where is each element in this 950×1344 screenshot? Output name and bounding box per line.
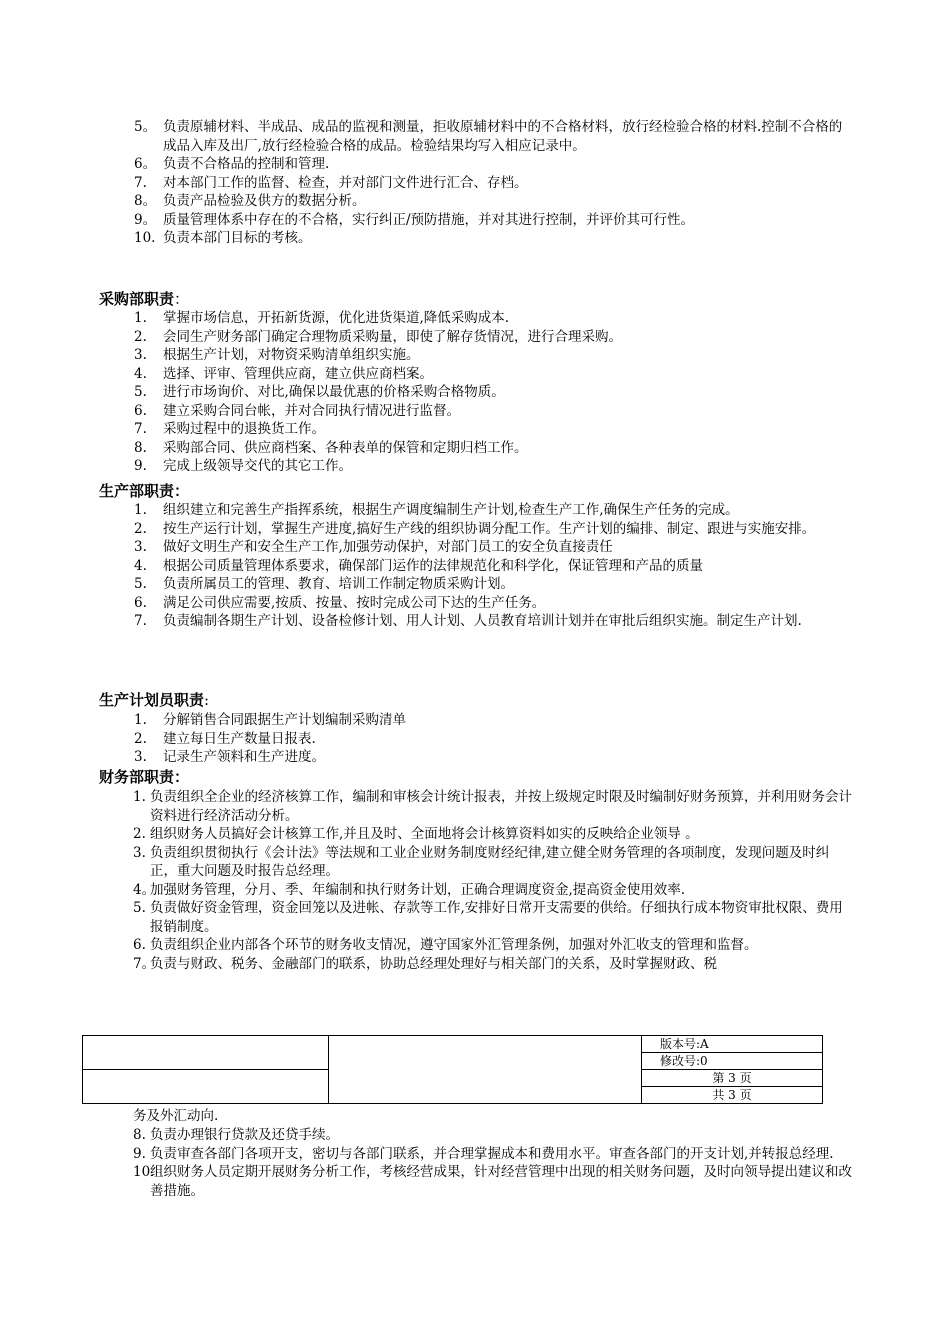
list-item-text: 掌握市场信息，开拓新货源，优化进货渠道,降低采购成本.: [163, 310, 510, 326]
list-item-text: 按生产运行计划，掌握生产进度,搞好生产线的组织协调分配工作。生产计划的编排、制定、跟进与实施安排。: [163, 520, 816, 537]
list-item-text: 负责与财政、税务、金融部门的联系，协助总经理处理好与相关部门的关系，及时掌握财政、税: [150, 955, 717, 972]
list-item: [0, 328, 853, 347]
list-item-number: 9。: [134, 211, 157, 228]
list-item-text: 采购过程中的退换货工作。: [163, 421, 325, 437]
list-item: [0, 229, 853, 248]
list-item-text: 负责产品检验及供方的数据分析。: [163, 193, 366, 209]
list-item-text: 组织财务人员搞好会计核算工作,并且及时、全面地将会计核算资料如实的反映给企业领导 。: [150, 826, 699, 842]
list-item-text: 采购部合同、供应商档案、各种表单的保管和定期归档工作。: [163, 439, 528, 456]
list-item: [0, 365, 853, 384]
finance-duties-list-continued: [0, 1126, 950, 1200]
list-item-number: 5。: [134, 119, 157, 135]
list-item-number: 2.: [133, 826, 146, 842]
list-item: [0, 612, 853, 631]
finance-heading: 财务部职责：: [99, 768, 190, 786]
list-item: [0, 402, 853, 421]
list-item: [0, 1145, 854, 1164]
list-item-number: 3.: [134, 539, 147, 555]
list-item: [0, 439, 853, 458]
list-item-number: 7.: [134, 174, 147, 191]
list-item-text: 负责原辅材料、半成品、成品的监视和测量，拒收原辅材料中的不合格材料，放行经检验合格的材料.控制不合格的成品入库及出厂,放行经检验合格的成品。检验结果均写入相应记录中。: [163, 119, 843, 154]
list-item-number: 9.: [133, 1145, 146, 1162]
footer-middle-cell: [329, 1036, 642, 1104]
list-item-number: 10.: [133, 1164, 155, 1180]
list-item: [0, 538, 853, 557]
list-item: [0, 955, 854, 974]
list-item-text: 做好文明生产和安全生产工作,加强劳动保护，对部门员工的安全负直接责任: [163, 539, 613, 555]
list-item: [0, 174, 853, 193]
list-item-text: 组织建立和完善生产指挥系统，根据生产调度编制生产计划,检查生产工作,确保生产任务的完成。: [163, 502, 739, 518]
list-item: [0, 594, 853, 613]
list-item-number: 2.: [134, 520, 147, 537]
footer-page-total: 共 3 页: [642, 1087, 823, 1104]
list-item: [0, 711, 853, 730]
list-item-number: 1.: [134, 502, 147, 518]
list-item-text: 负责审查各部门各项开支，密切与各部门联系，并合理掌握成本和费用水平。审查各部门的开支计划,并转报总经理.: [150, 1145, 834, 1162]
list-item: [0, 501, 853, 520]
list-item-text: 质量管理体系中存在的不合格，实行纠正/预防措施，并对其进行控制，并评价其可行性。: [163, 211, 695, 228]
list-item: [0, 1163, 854, 1200]
planner-heading: 生产计划员职责:: [99, 691, 210, 709]
list-item-text: 负责组织全企业的经济核算工作，编制和审核会计统计报表，并按上级规定时限及时编制好财务预算，并利用财务会计资料进行经济活动分析。: [150, 789, 852, 824]
list-item-text: 组织财务人员定期开展财务分析工作，考核经营成果，针对经营管理中出现的相关财务问题，及时向领导提出建议和改善措施。: [150, 1164, 852, 1199]
list-item: [0, 936, 854, 955]
list-item-number: 8.: [134, 439, 147, 456]
list-item-number: 5.: [134, 384, 147, 400]
list-item-text: 记录生产领料和生产进度。: [163, 749, 325, 765]
quality-duties-list: [0, 118, 950, 248]
list-item: [0, 211, 853, 230]
list-item-text: 根据生产计划，对物资采购清单组织实施。: [163, 347, 420, 363]
list-item: [0, 457, 853, 476]
list-item-number: 6。: [134, 156, 157, 172]
list-item-number: 1.: [134, 712, 147, 728]
list-item-number: 7.: [134, 613, 147, 629]
list-item-number: 4。: [133, 881, 156, 898]
list-item-number: 7。: [133, 955, 156, 972]
list-item: [0, 420, 853, 439]
list-item-number: 2.: [134, 328, 147, 345]
list-item-text: 负责编制各期生产计划、设备检修计划、用人计划、人员教育培训计划并在审批后组织实施。制定生产计划.: [163, 613, 802, 629]
list-item: [0, 788, 854, 825]
list-item: [0, 575, 853, 594]
footer-revision: 修改号:0: [642, 1053, 823, 1070]
list-item: [0, 1126, 854, 1145]
list-item-number: 6.: [133, 937, 146, 953]
list-item-text: 负责办理银行贷款及还贷手续。: [150, 1127, 339, 1143]
list-item-text: 建立采购合同台帐，并对合同执行情况进行监督。: [163, 402, 460, 419]
list-item-text: 根据公司质量管理体系要求，确保部门运作的法律规范化和科学化，保证管理和产品的质量: [163, 557, 703, 574]
list-item-text: 会同生产财务部门确定合理物质采购量，即使了解存货情况，进行合理采购。: [163, 328, 622, 345]
list-item-number: 9.: [134, 458, 147, 474]
list-item-number: 3.: [133, 844, 146, 861]
list-item-number: 4.: [134, 557, 147, 574]
footer-blank-cell: [83, 1036, 329, 1070]
list-item-number: 3.: [134, 749, 147, 765]
list-item-text: 负责所属员工的管理、教育、培训工作制定物质采购计划。: [163, 576, 514, 592]
list-item-text: 对本部门工作的监督、检查，并对部门文件进行汇合、存档。: [163, 174, 528, 191]
footer-blank-cell-2: [83, 1070, 329, 1104]
list-item-text: 加强财务管理，分月、季、年编制和执行财务计划，正确合理调度资金,提高资金使用效率.: [150, 881, 686, 898]
finance-continuation: 务及外汇动向.: [133, 1108, 219, 1124]
list-item: [0, 748, 853, 767]
list-item-number: 8.: [133, 1127, 146, 1143]
footer-table: [82, 1035, 823, 1104]
list-item-text: 建立每日生产数量日报表.: [163, 730, 316, 747]
list-item: [0, 309, 853, 328]
list-item: [0, 557, 853, 576]
list-item-text: 完成上级领导交代的其它工作。: [163, 458, 352, 474]
purchasing-duties-list: [0, 309, 950, 476]
list-item-text: 负责不合格品的控制和管理.: [163, 156, 330, 172]
list-item-text: 进行市场询价、对比,确保以最优惠的价格采购合格物质。: [163, 384, 505, 400]
list-item: [0, 825, 854, 844]
list-item-text: 选择、评审、管理供应商，建立供应商档案。: [163, 365, 433, 382]
list-item-number: 1.: [134, 310, 147, 326]
list-item: [0, 881, 854, 900]
finance-duties-list: [0, 788, 950, 973]
list-item: [0, 520, 853, 539]
list-item: [0, 346, 853, 365]
production-duties-list: [0, 501, 950, 631]
list-item-text: 负责本部门目标的考核。: [163, 230, 312, 246]
list-item-number: 8。: [134, 193, 157, 209]
list-item-number: 1.: [133, 789, 146, 805]
footer-page-current: 第 3 页: [642, 1070, 823, 1087]
list-item-number: 3.: [134, 347, 147, 363]
list-item-number: 6.: [134, 402, 147, 419]
list-item: [0, 192, 853, 211]
list-item-text: 负责组织贯彻执行《会计法》等法规和工业企业财务制度财经纪律,建立健全财务管理的各项制度，发现问题及时纠正，重大问题及时报告总经理。: [150, 844, 830, 879]
list-item-number: 10.: [134, 230, 156, 246]
list-item-text: 满足公司供应需要,按质、按量、按时完成公司下达的生产任务。: [163, 594, 546, 611]
list-item: [0, 730, 853, 749]
list-item-text: 负责做好资金管理，资金回笼以及进帐、存款等工作,安排好日常开支需要的供给。仔细执行成本物资审批权限、费用报销制度。: [150, 900, 843, 935]
list-item-number: 4.: [134, 365, 147, 382]
list-item-number: 5.: [133, 900, 146, 916]
list-item: [0, 155, 853, 174]
list-item-number: 2.: [134, 730, 147, 747]
list-item-number: 6.: [134, 594, 147, 611]
list-item-text: 分解销售合同跟据生产计划编制采购清单: [163, 712, 406, 728]
list-item: [0, 899, 854, 936]
list-item-number: 5.: [134, 576, 147, 592]
production-heading: 生产部职责：: [99, 482, 190, 500]
list-item: [0, 844, 854, 881]
list-item: [0, 383, 853, 402]
list-item-text: 负责组织企业内部各个环节的财务收支情况，遵守国家外汇管理条例，加强对外汇收支的管理和监督。: [150, 937, 758, 953]
planner-duties-list: [0, 711, 950, 767]
footer-version: 版本号:A: [642, 1036, 823, 1053]
purchasing-heading: 采购部职责：: [99, 290, 190, 308]
list-item: [0, 118, 853, 155]
list-item-number: 7.: [134, 421, 147, 437]
